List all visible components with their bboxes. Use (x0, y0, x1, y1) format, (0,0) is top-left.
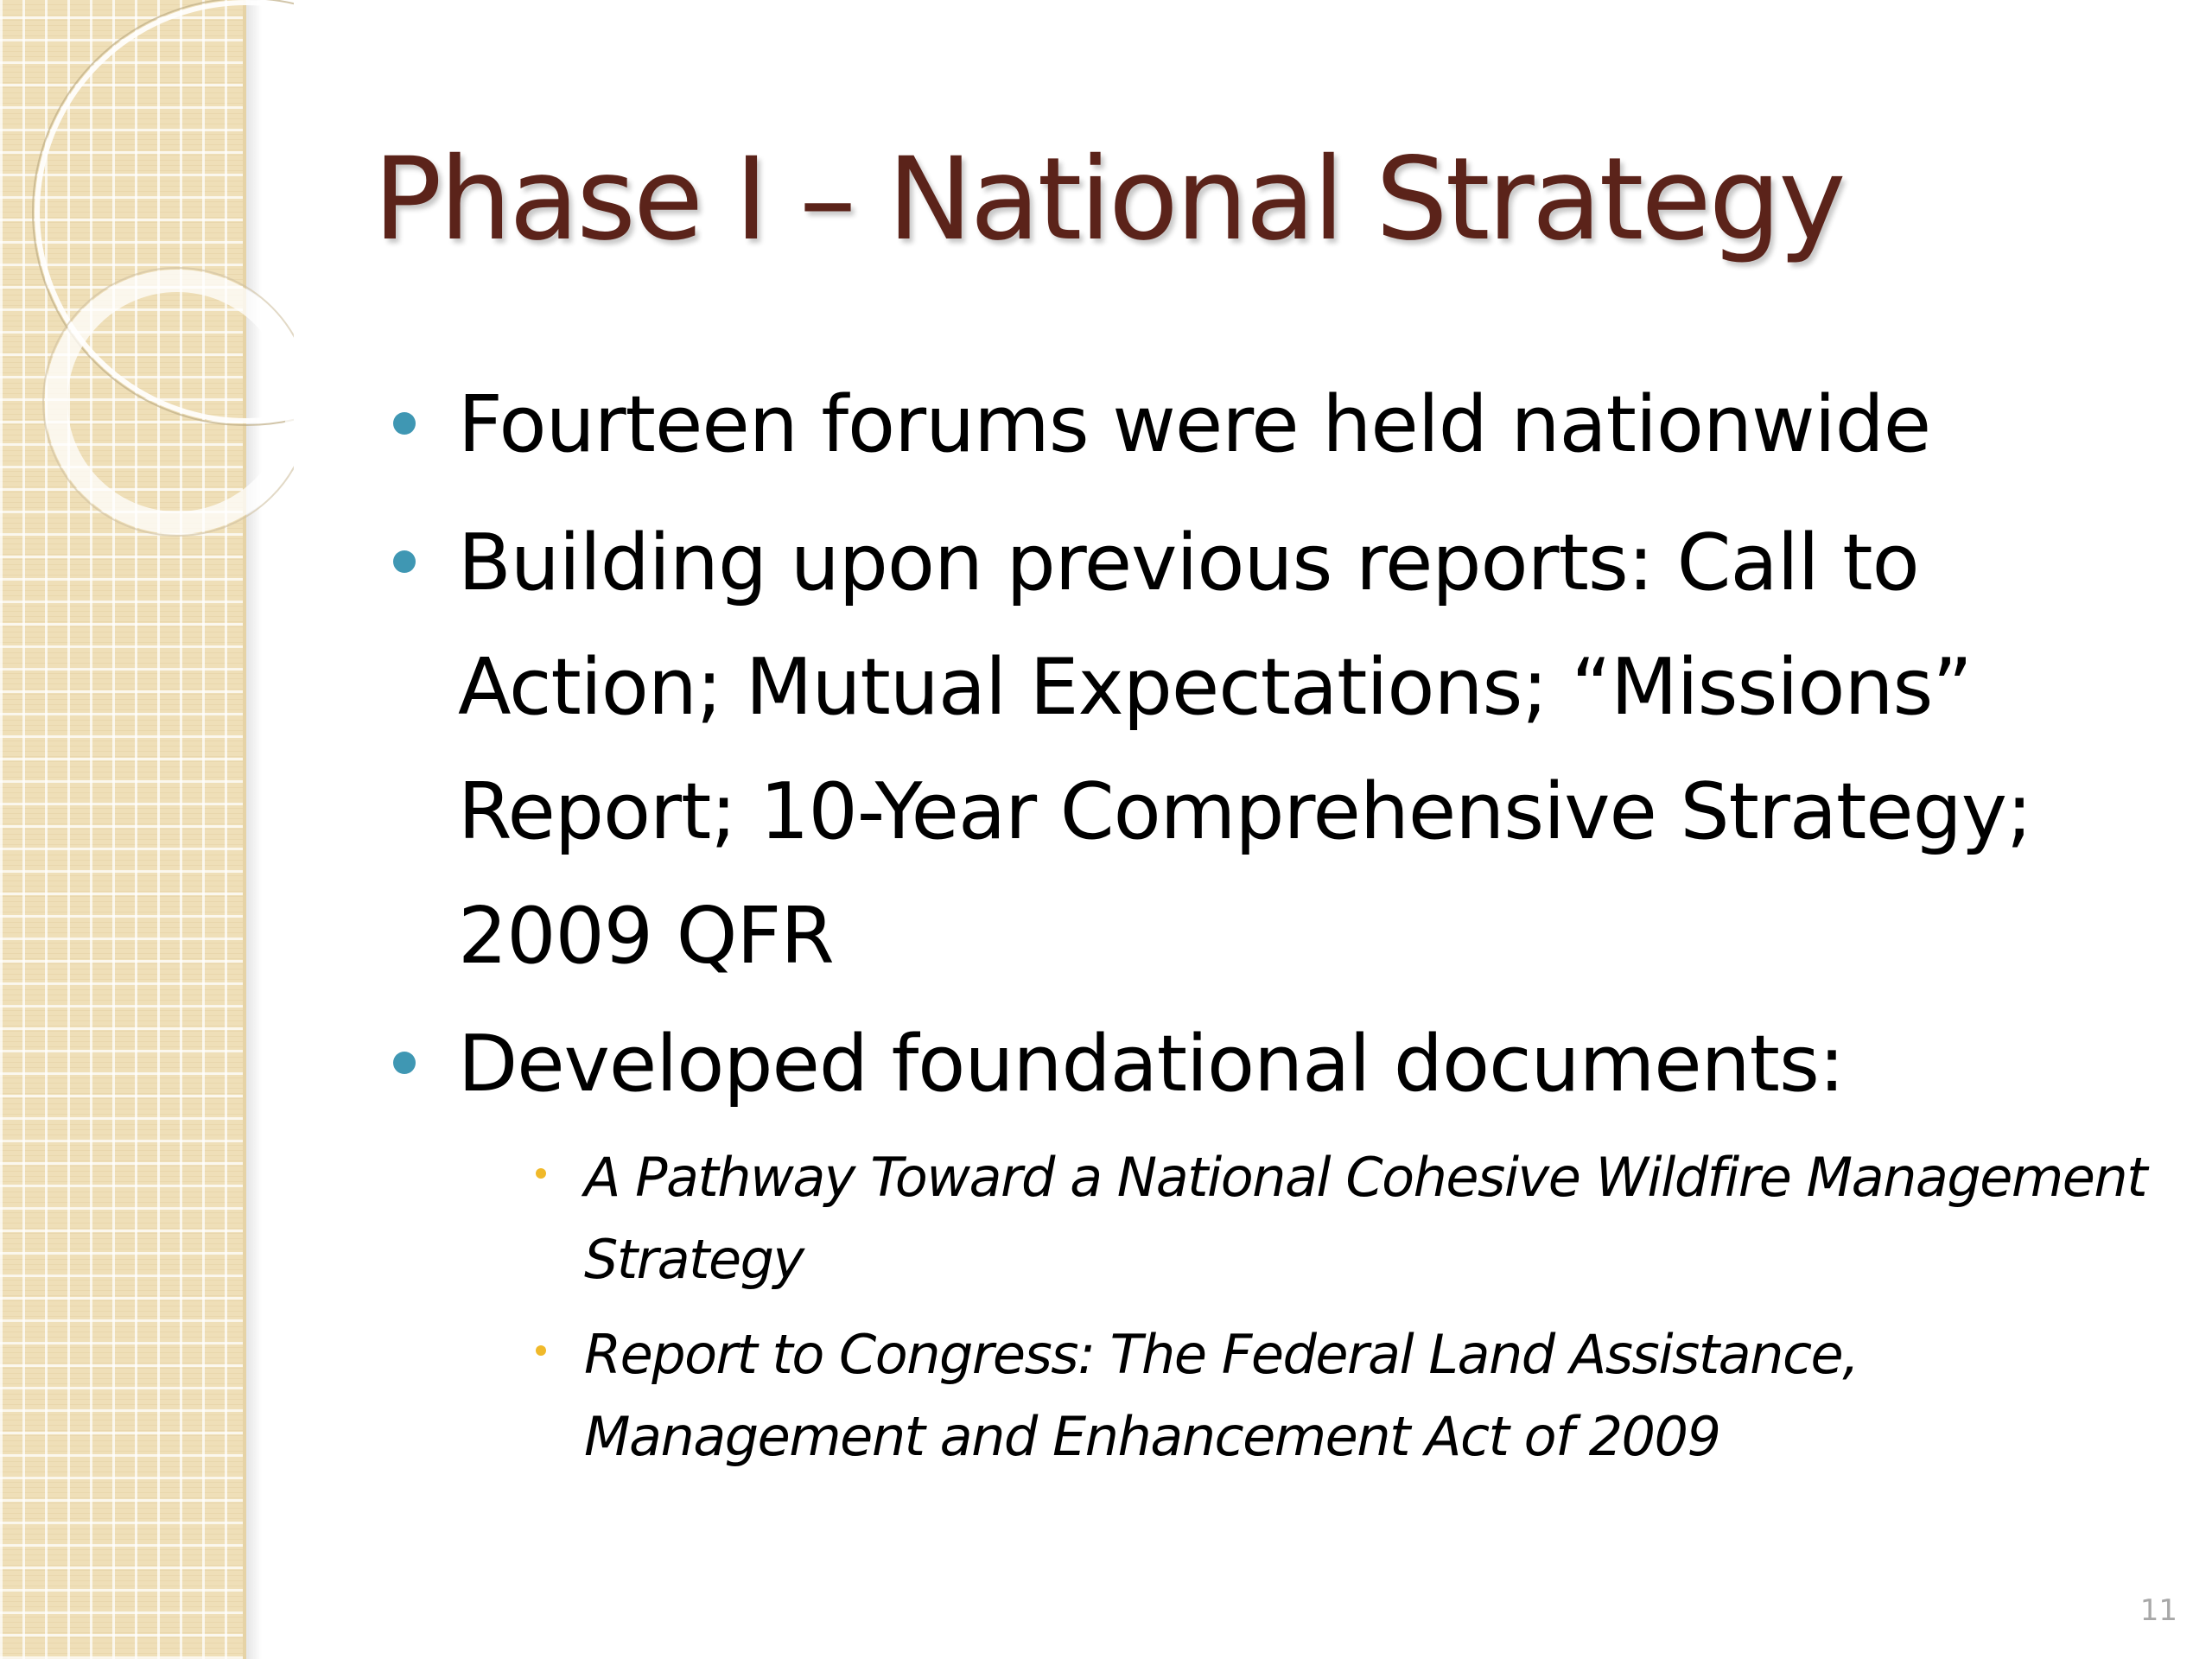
sub-bullet-dot-icon (536, 1345, 546, 1356)
sub-bullet-item (584, 1136, 2183, 1300)
page-number: 11 (2139, 1593, 2177, 1628)
bullet-dot-icon (393, 550, 416, 573)
bullet-dot-icon (393, 1052, 416, 1074)
bullet-item (458, 501, 2143, 999)
sub-bullet-text: A Pathway Toward a National Cohesive Wildfire Management Strategy (584, 1146, 2147, 1291)
sub-bullet-dot-icon (536, 1168, 546, 1179)
bullet-text: Building upon previous reports: Call to Action; Mutual Expectations; “Missions” Report; 10-Year Comprehensive Strategy; 2009 QFR (458, 518, 2032, 982)
slide-title: Phase I – National Strategy (373, 133, 1844, 266)
bullet-item (458, 363, 2143, 487)
bullet-text: Fourteen forums were held nationwide (458, 379, 1931, 470)
bullet-text: Developed foundational documents: (458, 1019, 1845, 1109)
sub-bullet-item (584, 1313, 2183, 1478)
bullet-item (458, 1002, 2143, 1127)
bullet-dot-icon (393, 412, 416, 435)
sub-bullet-text: Report to Congress: The Federal Land Assistance, Management and Enhancement Act of 2009 (584, 1323, 1859, 1468)
